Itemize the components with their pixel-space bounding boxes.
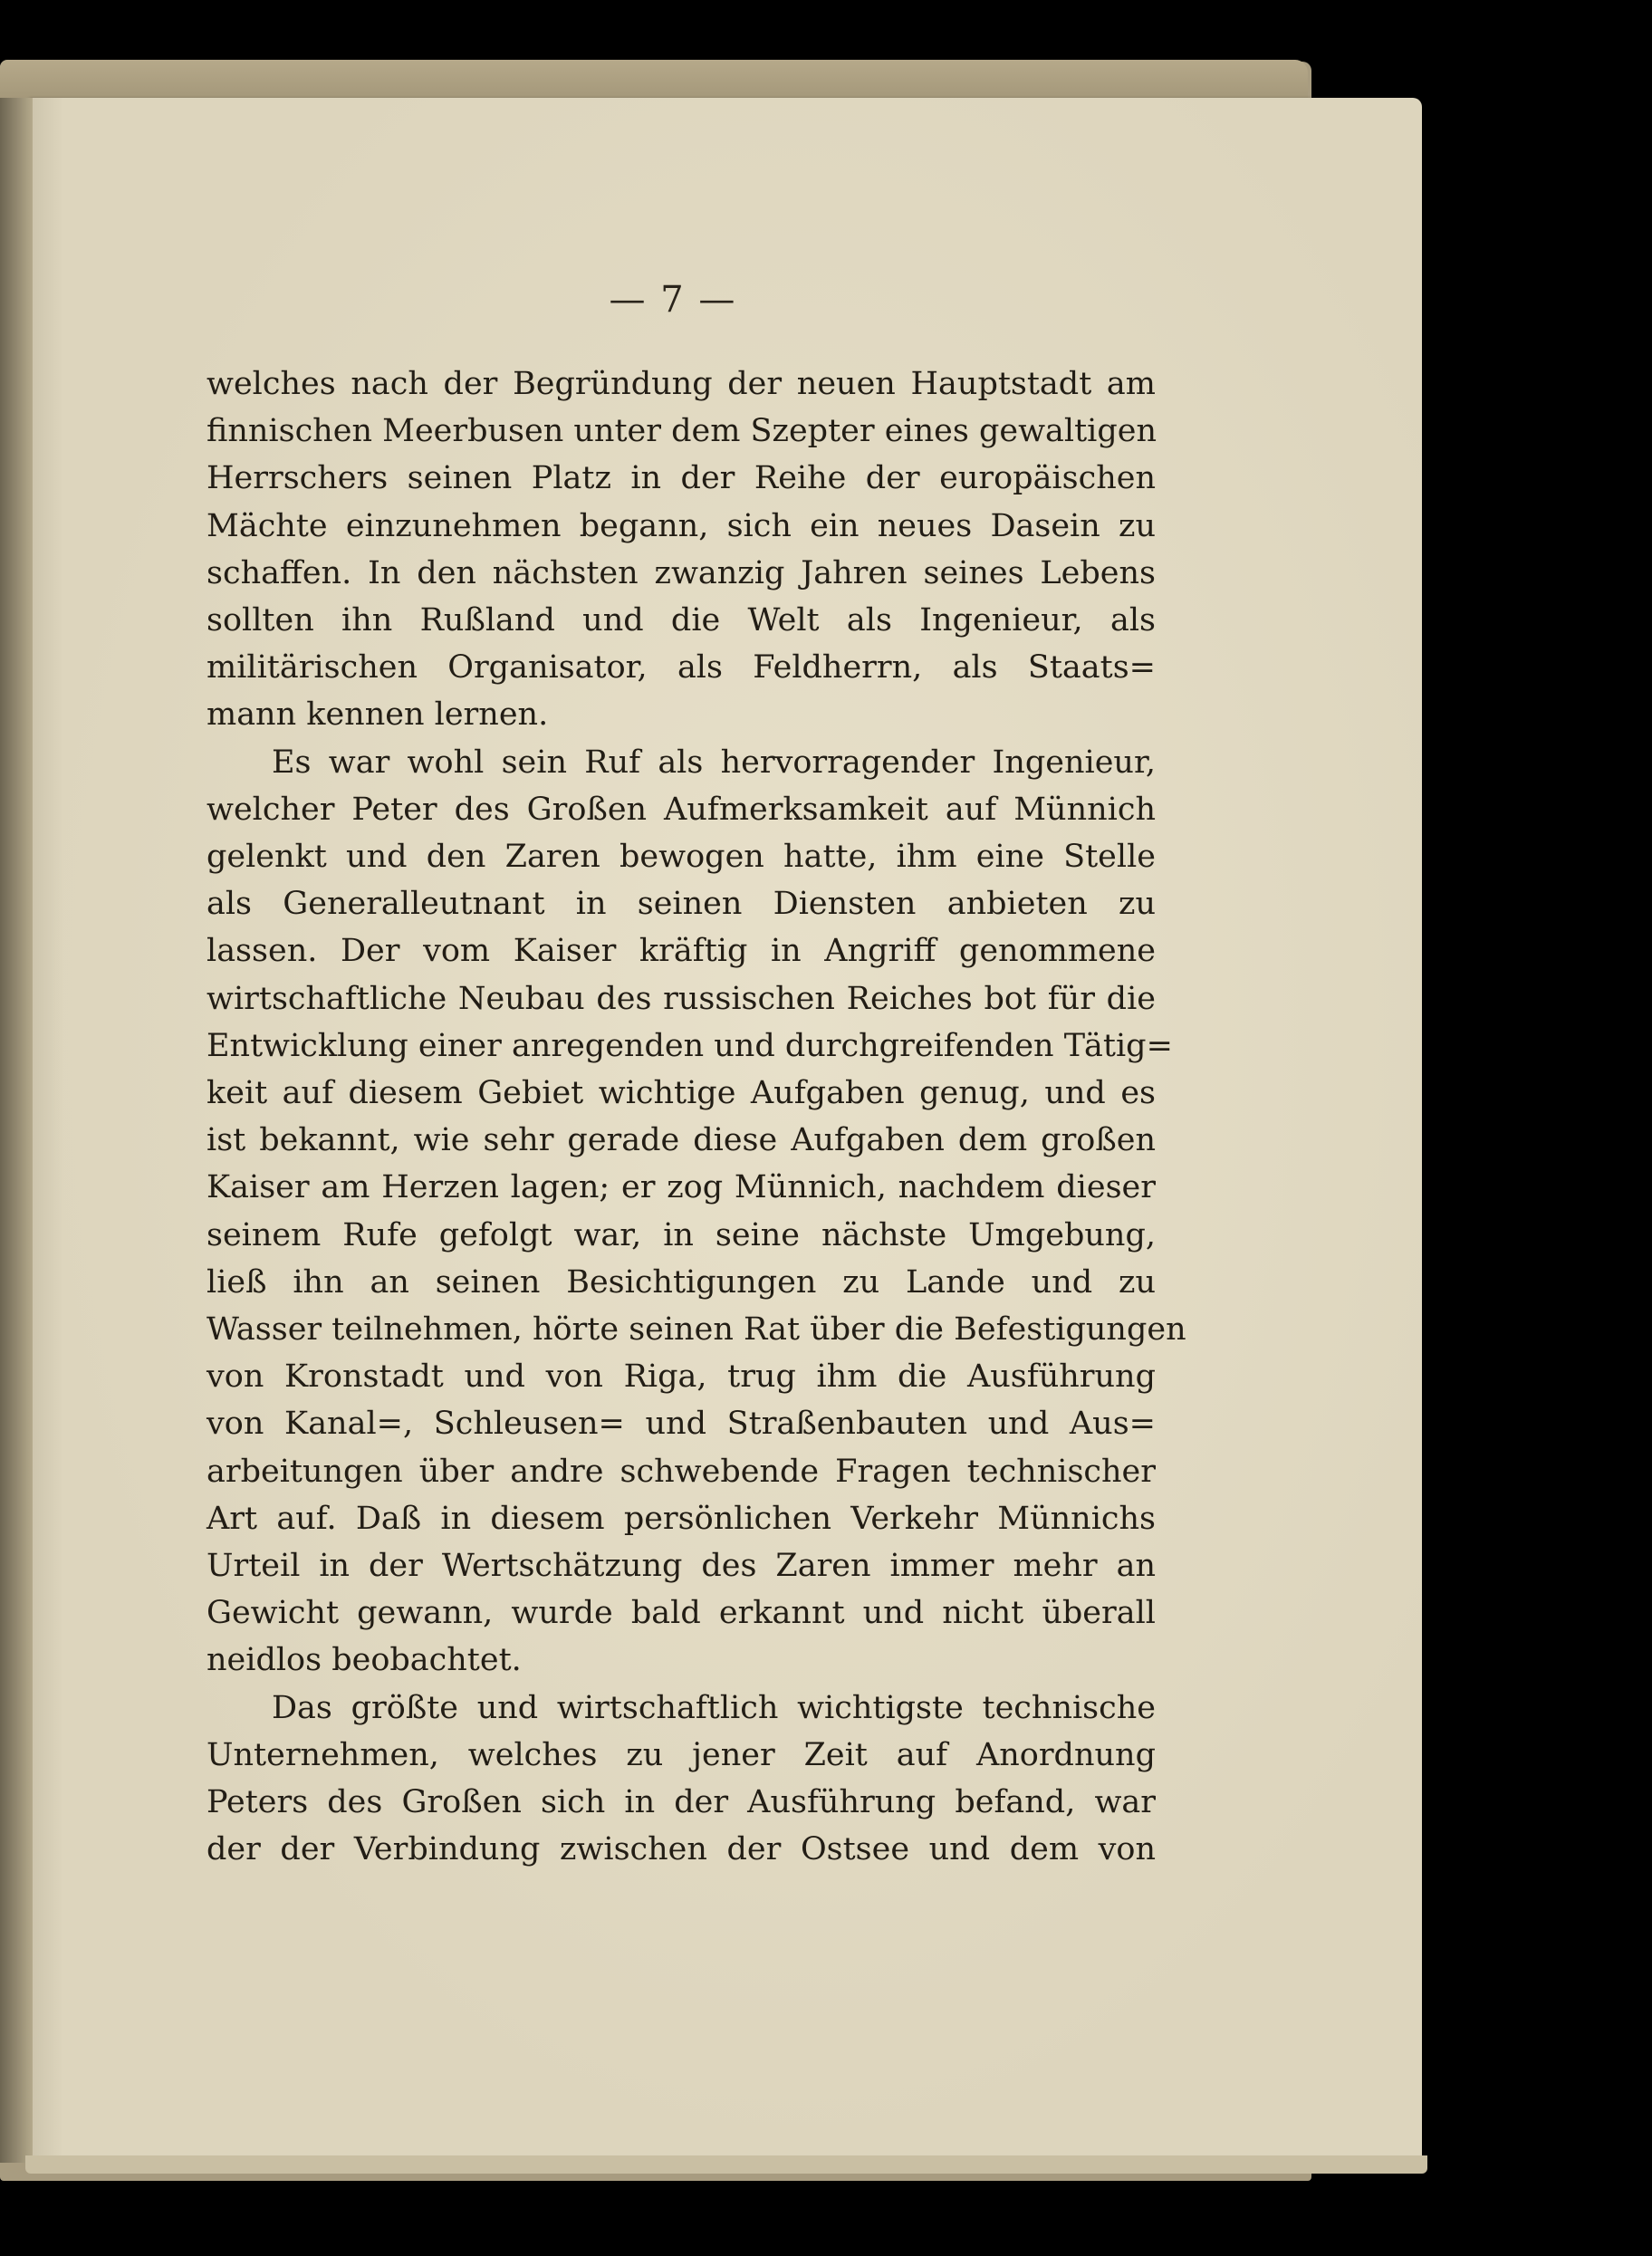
text-line: Art auf. Daß in diesem persönlichen Verkehr Münnichs [206, 1500, 1156, 1537]
text-line: schaffen. In den nächsten zwanzig Jahren seines Lebens [206, 554, 1156, 591]
text-line: welches nach der Begründung der neuen Hauptstadt am [206, 366, 1156, 402]
text-line: Es war wohl sein Ruf als hervorragender Ingenieur, [272, 744, 1156, 781]
page-number: — 7 — [609, 279, 737, 321]
body-text [206, 360, 1186, 1874]
text-line: Herrschers seinen Platz in der Reihe der europäischen [206, 460, 1156, 497]
text-line: keit auf diesem Gebiet wichtige Aufgaben genug, und es [206, 1075, 1156, 1112]
text-line: militärischen Organisator, als Feldherrn, als Staats= [206, 649, 1156, 686]
text-line: neidlos beobachtet. [206, 1642, 522, 1679]
text-line: Gewicht gewann, wurde bald erkannt und nicht überall [206, 1595, 1156, 1632]
paragraph [206, 1685, 1156, 1874]
text-line: als Generalleutnant in seinen Diensten anbieten zu [206, 886, 1156, 923]
text-line: ist bekannt, wie sehr gerade diese Aufgaben dem großen [206, 1122, 1156, 1159]
text-line: von Kanal=, Schleusen= und Straßenbauten und Aus= [206, 1406, 1156, 1443]
text-line: der der Verbindung zwischen der Ostsee und dem von [206, 1831, 1156, 1868]
text-line: wirtschaftliche Neubau des russischen Reiches bot für die [206, 980, 1156, 1017]
text-line: von Kronstadt und von Riga, trug ihm die Ausführung [206, 1358, 1156, 1396]
text-line: arbeitungen über andre schwebende Fragen technischer [206, 1453, 1156, 1490]
text-line: seinem Rufe gefolgt war, in seine nächste Umgebung, [206, 1216, 1156, 1253]
text-line: Entwicklung einer anregenden und durchgreifenden Tätig= [206, 1027, 1173, 1064]
text-line: Unternehmen, welches zu jener Zeit auf Anordnung [206, 1736, 1156, 1773]
text-line: lassen. Der vom Kaiser kräftig in Angriff genommene [206, 933, 1156, 970]
text-line: ließ ihn an seinen Besichtigungen zu Lande und zu [206, 1263, 1156, 1301]
text-line: Das größte und wirtschaftlich wichtigste technische [272, 1689, 1156, 1726]
text-line: gelenkt und den Zaren bewogen hatte, ihm eine Stelle [206, 839, 1156, 876]
text-line: finnischen Meerbusen unter dem Szepter eines gewaltigen [206, 413, 1157, 450]
text-line: Urteil in der Wertschätzung des Zaren immer mehr an [206, 1548, 1156, 1585]
text-line: mann kennen lernen. [206, 696, 549, 734]
text-line: Peters des Großen sich in der Ausführung befand, war [206, 1784, 1156, 1821]
text-line: sollten ihn Rußland und die Welt als Ingenieur, als [206, 602, 1156, 639]
text-line: Mächte einzunehmen begann, sich ein neues Dasein zu [206, 507, 1156, 544]
paragraph [206, 360, 1156, 739]
text-line: Wasser teilnehmen, hörte seinen Rat über die Befestigungen [206, 1311, 1186, 1349]
text-line: welcher Peter des Großen Aufmerksamkeit auf Münnich [206, 791, 1156, 828]
spine-shadow [0, 98, 33, 2163]
text-line: Kaiser am Herzen lagen; er zog Münnich, nachdem dieser [206, 1169, 1156, 1206]
paragraph [206, 739, 1186, 1685]
page-bottom-edge [25, 2155, 1427, 2174]
